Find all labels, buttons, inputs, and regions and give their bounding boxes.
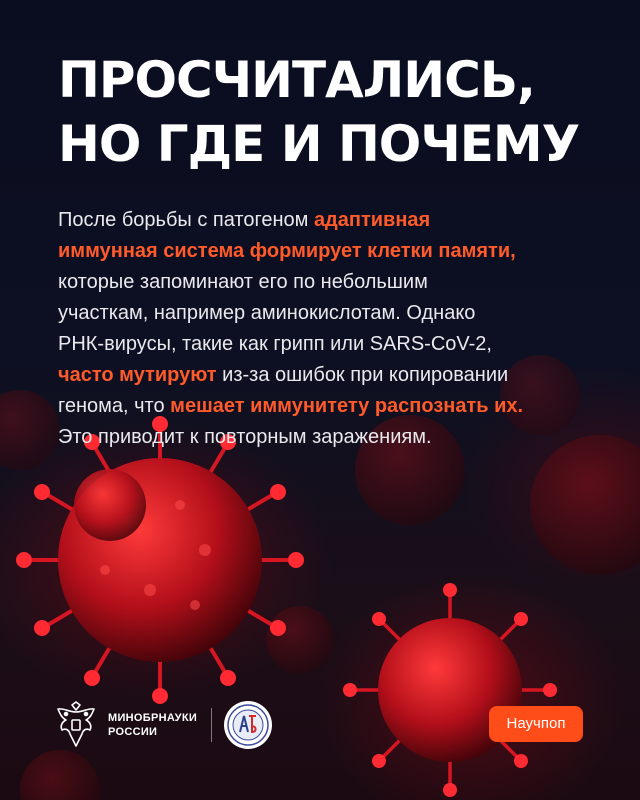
virus-bottom-right <box>343 583 557 797</box>
virus-blur-5 <box>266 606 334 674</box>
body-line-4: участкам, например аминокислотам. Однако <box>58 302 476 324</box>
body-line-8: Это приводит к повторным заражениям. <box>58 426 432 448</box>
body-line-5: РНК-вирусы, такие как грипп или SARS-CoV-2, <box>58 333 492 355</box>
logo-divider <box>211 708 212 742</box>
highlight-mutate: часто мутируют <box>58 364 217 386</box>
body-text-segment: После борьбы с патогеном <box>58 209 314 231</box>
highlight-memory-cells: иммунная система формирует клетки памяти, <box>58 240 516 262</box>
body-paragraph <box>58 205 598 453</box>
virus-blur-4 <box>0 390 60 470</box>
body-line-1 <box>58 205 598 236</box>
highlight-immunity: мешает иммунитету распознать их. <box>170 395 524 417</box>
body-text-segment: генома, что <box>58 395 171 417</box>
page-title <box>58 48 598 176</box>
virus-main-left <box>16 416 304 704</box>
ministry-name <box>108 711 197 739</box>
nauchpop-brand-button[interactable]: Научпоп <box>489 706 583 742</box>
title-line-1: ПРОСЧИТАЛИСЬ, <box>58 51 535 109</box>
ministry-line-1: МИНОБРНАУКИ <box>108 712 198 724</box>
university-seal-icon <box>222 699 274 751</box>
highlight-adaptive: адаптивная <box>313 209 431 231</box>
body-line-6 <box>58 360 598 391</box>
double-headed-eagle-icon <box>54 700 98 750</box>
body-text-segment: из-за ошибок при копировании <box>216 364 509 386</box>
partner-logos <box>54 690 274 760</box>
ministry-line-2: РОССИИ <box>108 726 158 738</box>
body-line-7 <box>58 391 598 422</box>
title-line-2: НО ГДЕ И ПОЧЕМУ <box>58 115 580 173</box>
virus-small <box>74 469 146 541</box>
body-line-3: которые запоминают его по небольшим <box>58 271 428 293</box>
virus-blur-2 <box>530 435 640 575</box>
